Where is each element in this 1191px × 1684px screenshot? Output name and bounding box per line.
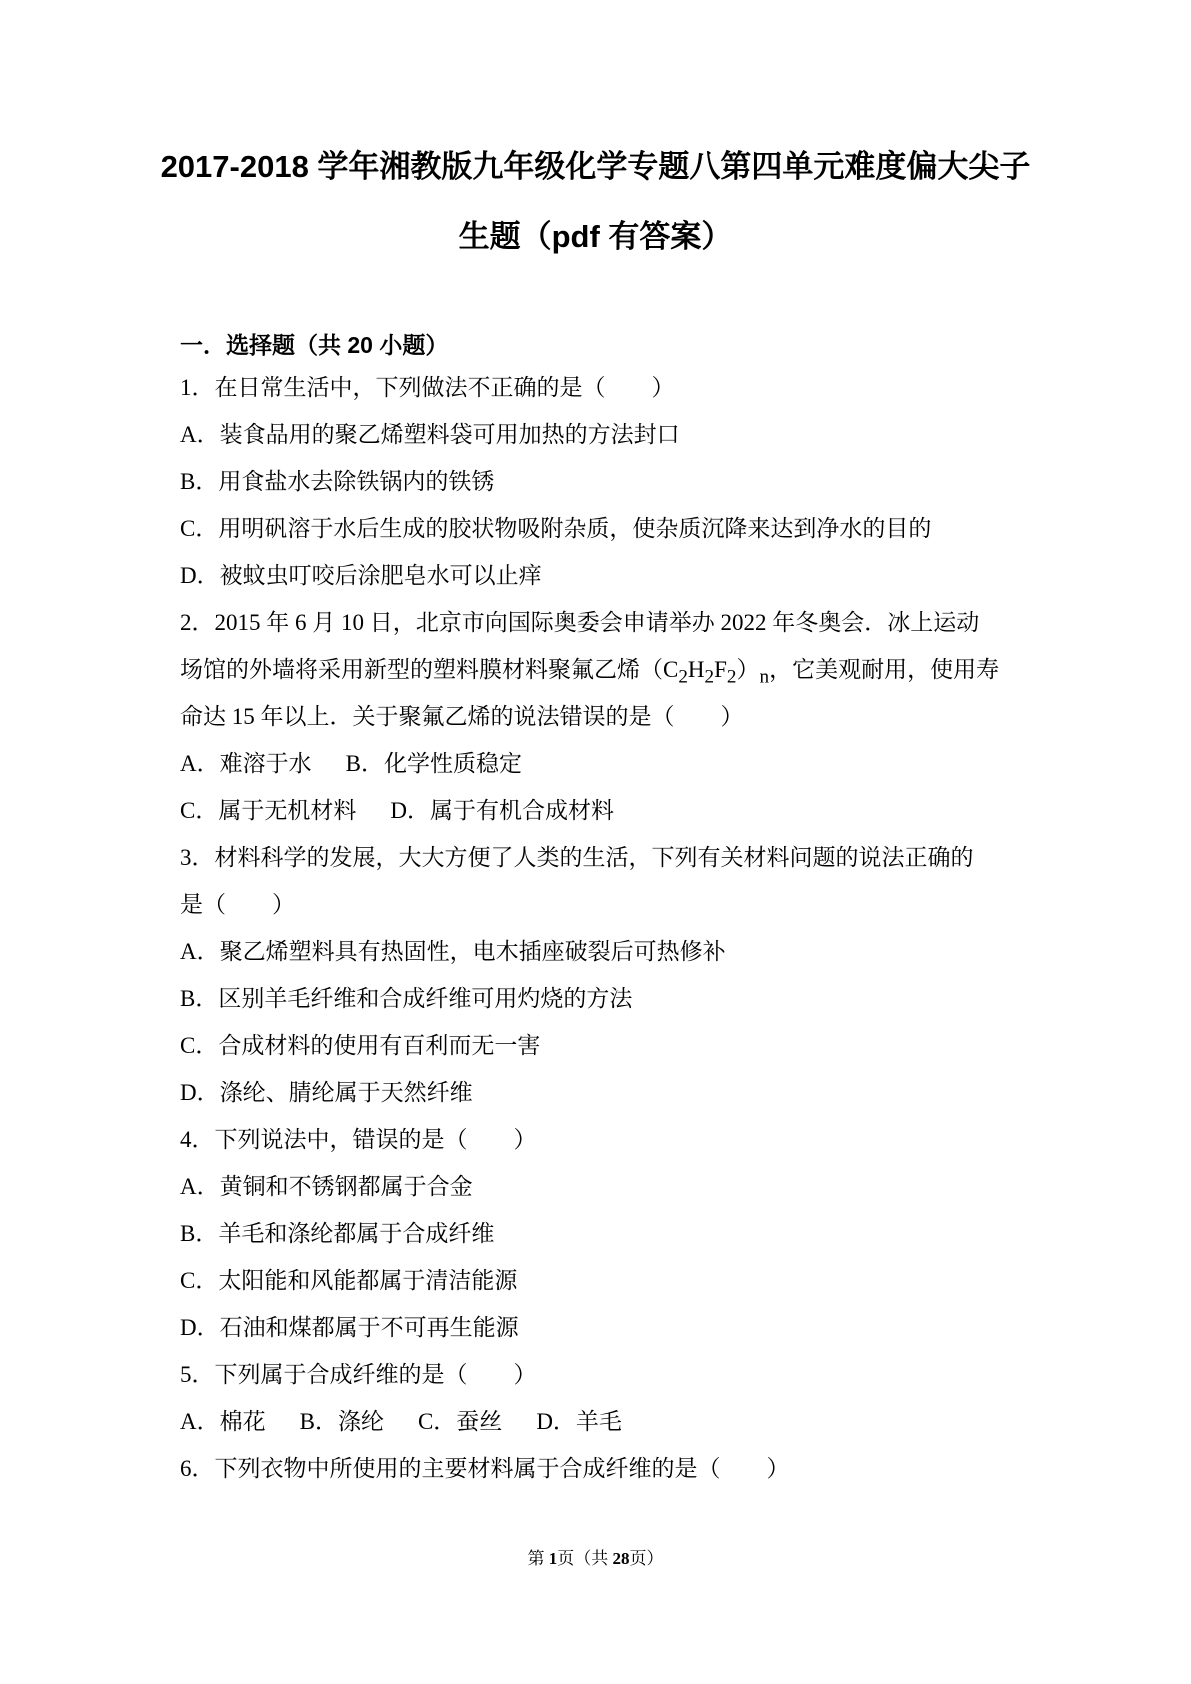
document-title-line1: 2017-2018 学年湘教版九年级化学专题八第四单元难度偏大尖子	[160, 149, 1031, 184]
question-1-option-a: A．装食品用的聚乙烯塑料袋可用加热的方法封口	[180, 422, 680, 447]
question-5-options-row	[180, 1407, 622, 1437]
question-2-options-row1	[180, 749, 522, 779]
footer-suffix: 页）	[629, 1549, 664, 1568]
question-2-option-d: D．属于有机合成材料	[390, 798, 614, 823]
question-2-options-row2	[180, 796, 614, 826]
question-2-stem-line1: 2．2015 年 6 月 10 日，北京市向国际奥委会申请举办 2022 年冬奥会．冰上运动	[180, 610, 980, 635]
question-2-stem-line3: 命达 15 年以上．关于聚氟乙烯的说法错误的是（ ）	[180, 704, 744, 729]
section-heading: 一．选择题（共 20 小题）	[180, 332, 449, 358]
formula-close-paren: ）	[736, 657, 760, 682]
question-3-option-c: C．合成材料的使用有百利而无一害	[180, 1033, 541, 1058]
formula-element-h: H	[687, 657, 705, 682]
question-3-option-d: D．涤纶、腈纶属于天然纤维	[180, 1080, 473, 1105]
question-2-option-b: B．化学性质稳定	[345, 751, 522, 776]
question-4-option-d: D．石油和煤都属于不可再生能源	[180, 1315, 519, 1340]
question-3-stem-line2: 是（ ）	[180, 892, 295, 917]
question-5-option-a: A．棉花	[180, 1409, 266, 1434]
question-5-option-d: D．羊毛	[536, 1409, 622, 1434]
document-title-line2: 生题（pdf 有答案）	[458, 219, 733, 254]
formula-subscript: 2	[678, 666, 688, 688]
question-2-option-c: C．属于无机材料	[180, 798, 357, 823]
question-3-stem-line1: 3．材料科学的发展，大大方便了人类的生活，下列有关材料问题的说法正确的	[180, 845, 974, 870]
footer-middle: 页（共	[557, 1549, 613, 1568]
question-2-stem-text: 场馆的外墙将采用新型的塑料膜材料聚氟乙烯（C	[180, 657, 679, 682]
question-3-option-a: A．聚乙烯塑料具有热固性，电木插座破裂后可热修补	[180, 939, 726, 964]
formula-subscript: 2	[704, 666, 715, 688]
question-4-option-a: A．黄铜和不锈钢都属于合金	[180, 1174, 473, 1199]
question-5-option-c: C．蚕丝	[417, 1409, 503, 1434]
footer-prefix: 第	[527, 1549, 549, 1568]
formula-subscript: 2	[726, 666, 737, 688]
question-4-option-b: B．羊毛和涤纶都属于合成纤维	[180, 1221, 495, 1246]
question-4-option-c: C．太阳能和风能都属于清洁能源	[180, 1268, 518, 1293]
page-footer	[0, 1548, 1191, 1570]
question-5-stem: 5．下列属于合成纤维的是（ ）	[180, 1362, 537, 1387]
question-2-stem-line2	[180, 655, 999, 693]
question-2-stem-text-tail: ，它美观耐用，使用寿	[769, 657, 1000, 682]
question-6-stem: 6．下列衣物中所使用的主要材料属于合成纤维的是（ ）	[180, 1456, 790, 1481]
footer-page-number: 1	[548, 1549, 558, 1568]
question-3-option-b: B．区别羊毛纤维和合成纤维可用灼烧的方法	[180, 986, 633, 1011]
footer-total-pages: 28	[612, 1549, 630, 1568]
formula-subscript-n: n	[759, 666, 770, 688]
question-1-option-b: B．用食盐水去除铁锅内的铁锈	[180, 469, 495, 494]
formula-element-f: F	[714, 657, 727, 682]
question-1-option-d: D．被蚊虫叮咬后涂肥皂水可以止痒	[180, 563, 542, 588]
question-1-option-c: C．用明矾溶于水后生成的胶状物吸附杂质，使杂质沉降来达到净水的目的	[180, 516, 932, 541]
question-4-stem: 4．下列说法中，错误的是（ ）	[180, 1127, 537, 1152]
question-2-option-a: A．难溶于水	[180, 751, 312, 776]
question-1-stem: 1．在日常生活中，下列做法不正确的是（ ）	[180, 375, 675, 400]
question-5-option-b: B．涤纶	[299, 1409, 384, 1434]
